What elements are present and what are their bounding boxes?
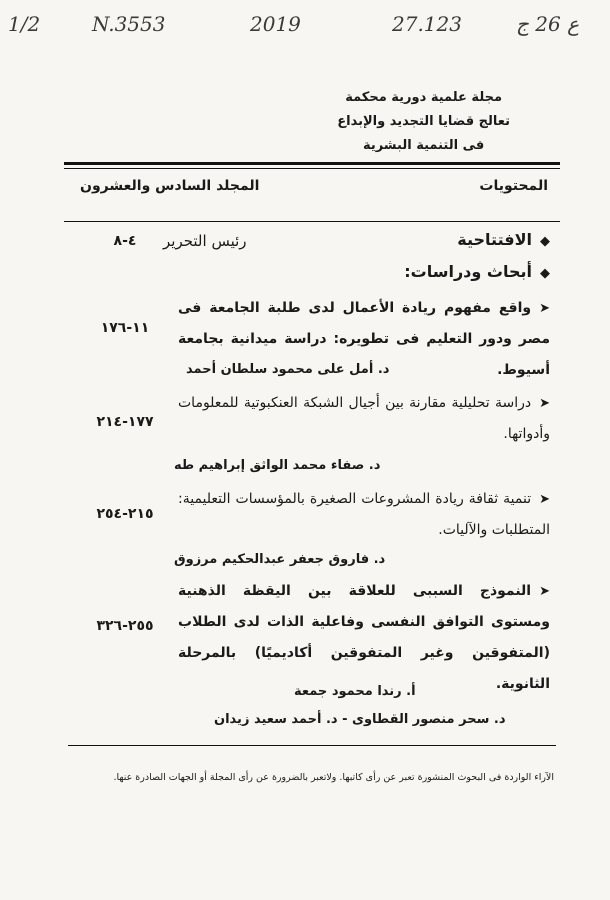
contents-divider — [64, 221, 560, 222]
contents-label: المحتويات — [479, 178, 548, 194]
handwritten-code: 27.123 — [392, 12, 462, 36]
footnote-divider — [68, 745, 556, 746]
research-heading — [404, 262, 550, 281]
header-divider — [64, 162, 560, 169]
article-4-title — [178, 576, 550, 700]
editorial-pages: ٤-٨ — [113, 233, 137, 249]
handwritten-year: 2019 — [250, 12, 301, 36]
arrow-bullet-icon: ➤ — [539, 301, 550, 316]
article-1-pages: ١١-١٧٦ — [100, 320, 150, 336]
editorial-title: الافتتاحية — [457, 230, 532, 249]
editorial-author: رئيس التحرير — [163, 232, 247, 250]
diamond-bullet-icon: ◆ — [540, 266, 550, 281]
article-3-pages: ٢١٥-٢٥٤ — [96, 506, 154, 522]
editorial-heading — [457, 230, 550, 249]
article-3-title — [178, 484, 550, 546]
diamond-bullet-icon: ◆ — [540, 234, 550, 249]
article-1-title-text: واقع مفهوم ريادة الأعمال لدى طلبة الجامعة فى مصر ودور التعليم فى تطويره: دراسة ميدانية بجامعة أسيوط. — [178, 300, 550, 378]
volume-label: المجلد السادس والعشرون — [80, 178, 260, 194]
handwritten-ref-number: N.3553 — [92, 12, 166, 36]
handwritten-page-fraction: 1/2 — [8, 12, 41, 36]
article-2-author: د. صفاء محمد الواثق إبراهيم طه — [174, 458, 381, 473]
article-4-author-2: د. سحر منصور القطاوى - د. أحمد سعيد زيدان — [214, 712, 506, 727]
footnote-disclaimer: الآراء الواردة فى البحوث المنشورة تعبر عن رأى كاتبها. ولاتعبر بالضرورة عن رأى المجلة أو الجهات الصادرة عنها. — [113, 772, 554, 783]
article-1-author: د. أمل على محمود سلطان أحمد — [186, 362, 390, 377]
article-4-title-text: النموذج السببى للعلاقة بين اليقظة الذهنية ومستوى التوافق النفسى وفاعلية الذات لدى الطلاب (المتفوقين وغير المتفوقين أكاديميًا) بالمرحلة الثانوية. — [178, 583, 550, 692]
arrow-bullet-icon: ➤ — [539, 584, 550, 599]
arrow-bullet-icon: ➤ — [539, 396, 550, 411]
arrow-bullet-icon: ➤ — [539, 492, 550, 507]
article-4-pages: ٢٥٥-٣٢٦ — [96, 618, 154, 634]
journal-line-2: تعالج قضايا التجديد والإبداع — [337, 114, 510, 129]
article-2-pages: ١٧٧-٢١٤ — [96, 414, 154, 430]
journal-description — [337, 86, 510, 158]
article-2-title — [178, 388, 550, 450]
article-4-author-1: أ. رندا محمود جمعة — [294, 684, 416, 699]
journal-line-1: مجلة علمية دورية محكمة — [345, 90, 503, 105]
article-2-title-text: دراسة تحليلية مقارنة بين أجيال الشبكة العنكبوتية للمعلومات وأدواتها. — [178, 395, 550, 442]
handwritten-code-tail: ع 26 ج — [516, 12, 580, 36]
article-3-title-text: تنمية ثقافة ريادة المشروعات الصغيرة بالمؤسسات التعليمية: المتطلبات والآليات. — [178, 491, 550, 538]
article-3-author: د. فاروق جعفر عبدالحكيم مرزوق — [174, 552, 386, 567]
research-heading-text: أبحاث ودراسات: — [404, 262, 532, 281]
journal-line-3: فى التنمية البشرية — [362, 138, 485, 153]
